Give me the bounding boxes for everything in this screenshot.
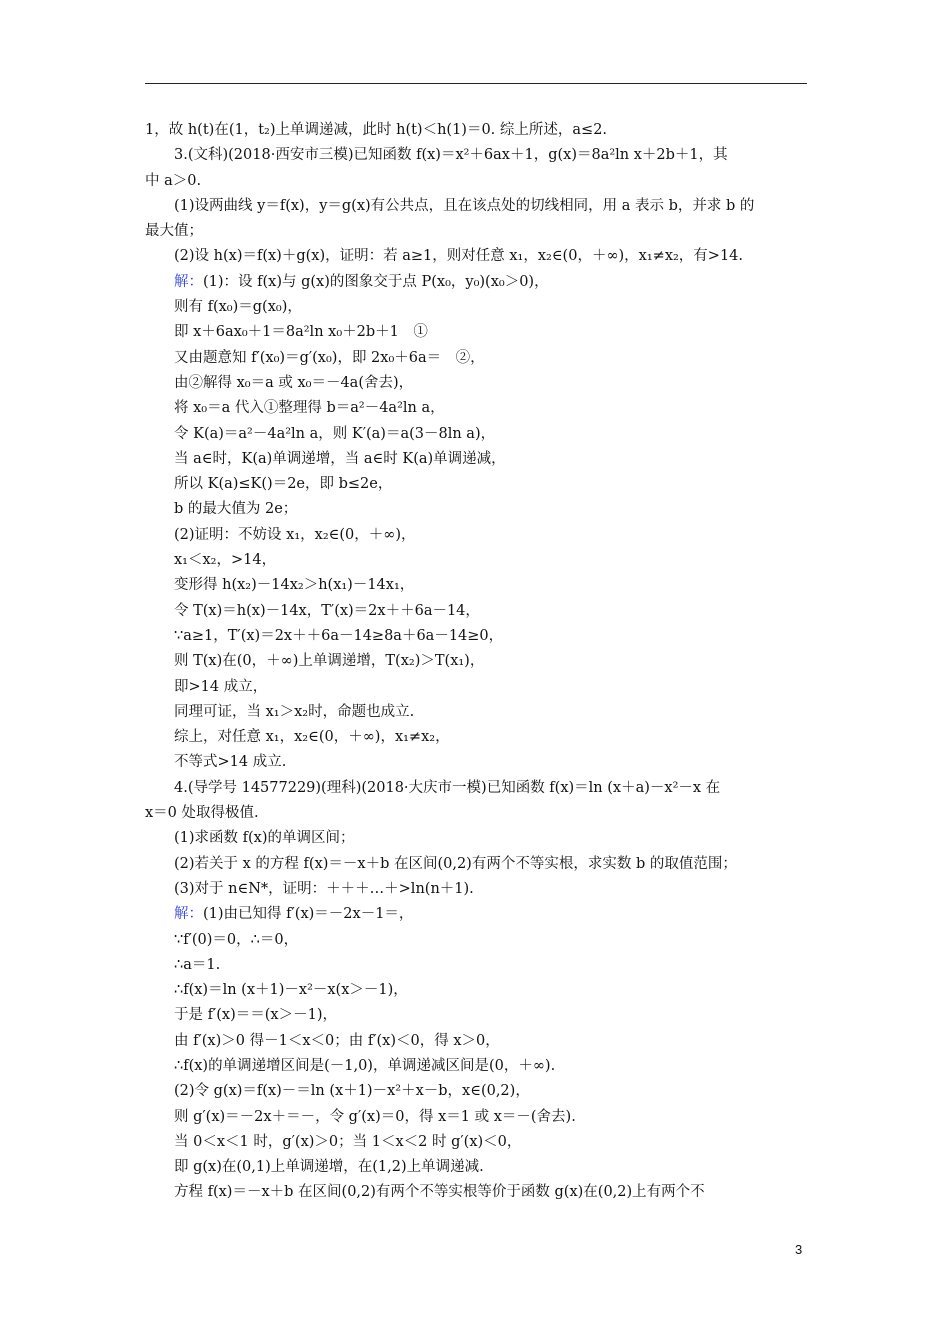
text-line [145,902,809,927]
text-line [145,1003,809,1028]
text-line [145,573,809,598]
line-text: ∴f(x)的单调递增区间是(－1,0)，单调递减区间是(0，＋∞). [174,1057,556,1074]
text-line [145,826,809,851]
text-line [145,548,809,573]
solution-label: 解： [174,906,203,923]
line-text: (2)令 g(x)＝f(x)－＝ln (x＋1)－x²＋x－b，x∈(0,2)， [174,1083,530,1100]
text-line [145,497,809,522]
line-text: ∴a＝1. [174,956,221,973]
line-text: 当 0＜x＜1 时，g′(x)＞0；当 1＜x＜2 时 g′(x)＜0， [174,1133,522,1150]
line-text: x＝0 处取得极值. [145,805,259,822]
line-text: 又由题意知 f′(x₀)＝g′(x₀)，即 2x₀＋6a＝ ②， [174,349,485,366]
text-line [145,295,809,320]
text-line [145,447,809,472]
line-text: ∵a≥1，T′(x)＝2x＋＋6a－14≥8a＋6a－14≥0， [174,627,504,644]
line-text: ∴f(x)＝ln (x＋1)－x²－x(x＞－1)， [174,982,408,999]
text-line [145,801,809,826]
text-line [145,776,809,801]
text-line [145,472,809,497]
text-line [145,877,809,902]
text-line [145,320,809,345]
line-text: 1，故 h(t)在(1，t₂)上单调递减，此时 h(t)＜h(1)＝0. 综上所述，a≤2. [145,122,608,138]
text-line [145,219,809,244]
text-line [145,978,809,1003]
text-line [145,244,809,269]
line-text: (1)设两曲线 y＝f(x)，y＝g(x)有公共点，且在该点处的切线相同，用 a 表示 b，并求 b 的 [174,197,755,214]
text-line [145,675,809,700]
text-line [145,1180,809,1205]
text-line [145,346,809,371]
line-text: (2)证明：不妨设 x₁，x₂∈(0，＋∞)， [174,526,416,543]
text-line [145,523,809,548]
text-line [145,852,809,877]
text-line [145,1130,809,1155]
page-number: 3 [795,1242,803,1257]
line-text: 变形得 h(x₂)－14x₂＞h(x₁)－14x₁， [174,577,415,594]
line-text: 则 T(x)在(0，＋∞)上单调递增，T(x₂)＞T(x₁)， [174,653,485,670]
text-line [145,953,809,978]
text-line [145,725,809,750]
text-line [145,1029,809,1054]
line-text: 令 T(x)＝h(x)－14x，T′(x)＝2x＋＋6a－14， [174,602,480,619]
text-line [145,169,809,194]
text-line [145,270,809,295]
text-line [145,1054,809,1079]
line-text: (1)求函数 f(x)的单调区间； [174,830,355,847]
text-line [145,1105,809,1130]
text-line [145,599,809,624]
line-text: 即>14 成立， [174,678,268,695]
line-text: (2)若关于 x 的方程 f(x)＝－x＋b 在区间(0,2)有两个不等实根，求实数 b 的取值范围； [174,855,737,872]
line-text: 于是 f′(x)＝＝(x＞－1)， [174,1007,337,1024]
text-line [145,928,809,953]
line-text: 由②解得 x₀＝a 或 x₀＝－4a(舍去)， [174,374,414,391]
line-text: (2)设 h(x)＝f(x)＋g(x)，证明：若 a≥1，则对任意 x₁，x₂∈(0，＋∞)，x₁≠x₂，有>14. [174,248,744,265]
text-line [145,118,809,143]
line-text: 即 x＋6ax₀＋1＝8a²ln x₀＋2b＋1 ① [174,324,428,341]
line-text: (1)：设 f(x)与 g(x)的图象交于点 P(x₀，y₀)(x₀＞0)， [203,273,549,290]
solution-label: 解： [174,273,203,290]
line-text: 将 x₀＝a 代入①整理得 b＝a²－4a²ln a， [174,400,445,417]
text-line [145,624,809,649]
line-text: ∵f′(0)＝0，∴＝0， [174,931,299,948]
line-text: 令 K(a)＝a²－4a²ln a，则 K′(a)＝a(3－8ln a)， [174,425,496,442]
line-text: 则有 f(x₀)＝g(x₀)， [174,299,302,316]
line-text: 方程 f(x)＝－x＋b 在区间(0,2)有两个不等实根等价于函数 g(x)在(0,2)上有两个不 [174,1184,705,1201]
text-line [145,750,809,775]
line-text: b 的最大值为 2e； [174,501,298,518]
line-text: (1)由已知得 f′(x)＝－2x－1＝， [203,906,414,923]
line-text: 中 a＞0. [145,172,202,189]
line-text: 3.(文科)(2018·西安市三模)已知函数 f(x)＝x²＋6ax＋1，g(x)＝8a²ln x＋2b＋1，其 [174,147,728,164]
line-text: 即 g(x)在(0,1)上单调递增，在(1,2)上单调递减. [174,1159,484,1176]
line-text: 当 a∈时，K(a)单调递增，当 a∈时 K(a)单调递减， [174,450,506,467]
text-line [145,396,809,421]
text-line [145,194,809,219]
line-text: 同理可证，当 x₁＞x₂时，命题也成立. [174,703,415,720]
line-text: 则 g′(x)＝－2x＋＝－，令 g′(x)＝0，得 x＝1 或 x＝－(舍去). [174,1108,576,1125]
line-text: 不等式>14 成立. [174,754,287,771]
line-text: x₁＜x₂，>14， [174,552,277,569]
line-text: 所以 K(a)≤K()＝2e，即 b≤2e， [174,476,393,493]
line-text: 4.(导学号 14577229)(理科)(2018·大庆市一模)已知函数 f(x)＝ln (x＋a)－x²－x 在 [174,779,721,796]
line-text: (3)对于 n∈N*，证明：＋＋＋…＋>ln(n＋1). [174,880,474,897]
line-text: 最大值； [145,223,203,240]
line-text: 由 f′(x)＞0 得－1＜x＜0；由 f′(x)＜0，得 x＞0， [174,1032,500,1049]
text-line [145,143,809,168]
text-line [145,371,809,396]
text-line [145,422,809,447]
header-rule [145,83,807,84]
text-line [145,649,809,674]
document-body [145,118,809,1206]
text-line [145,1079,809,1104]
text-line [145,1155,809,1180]
line-text: 综上，对任意 x₁，x₂∈(0，＋∞)，x₁≠x₂， [174,729,450,746]
text-line [145,700,809,725]
